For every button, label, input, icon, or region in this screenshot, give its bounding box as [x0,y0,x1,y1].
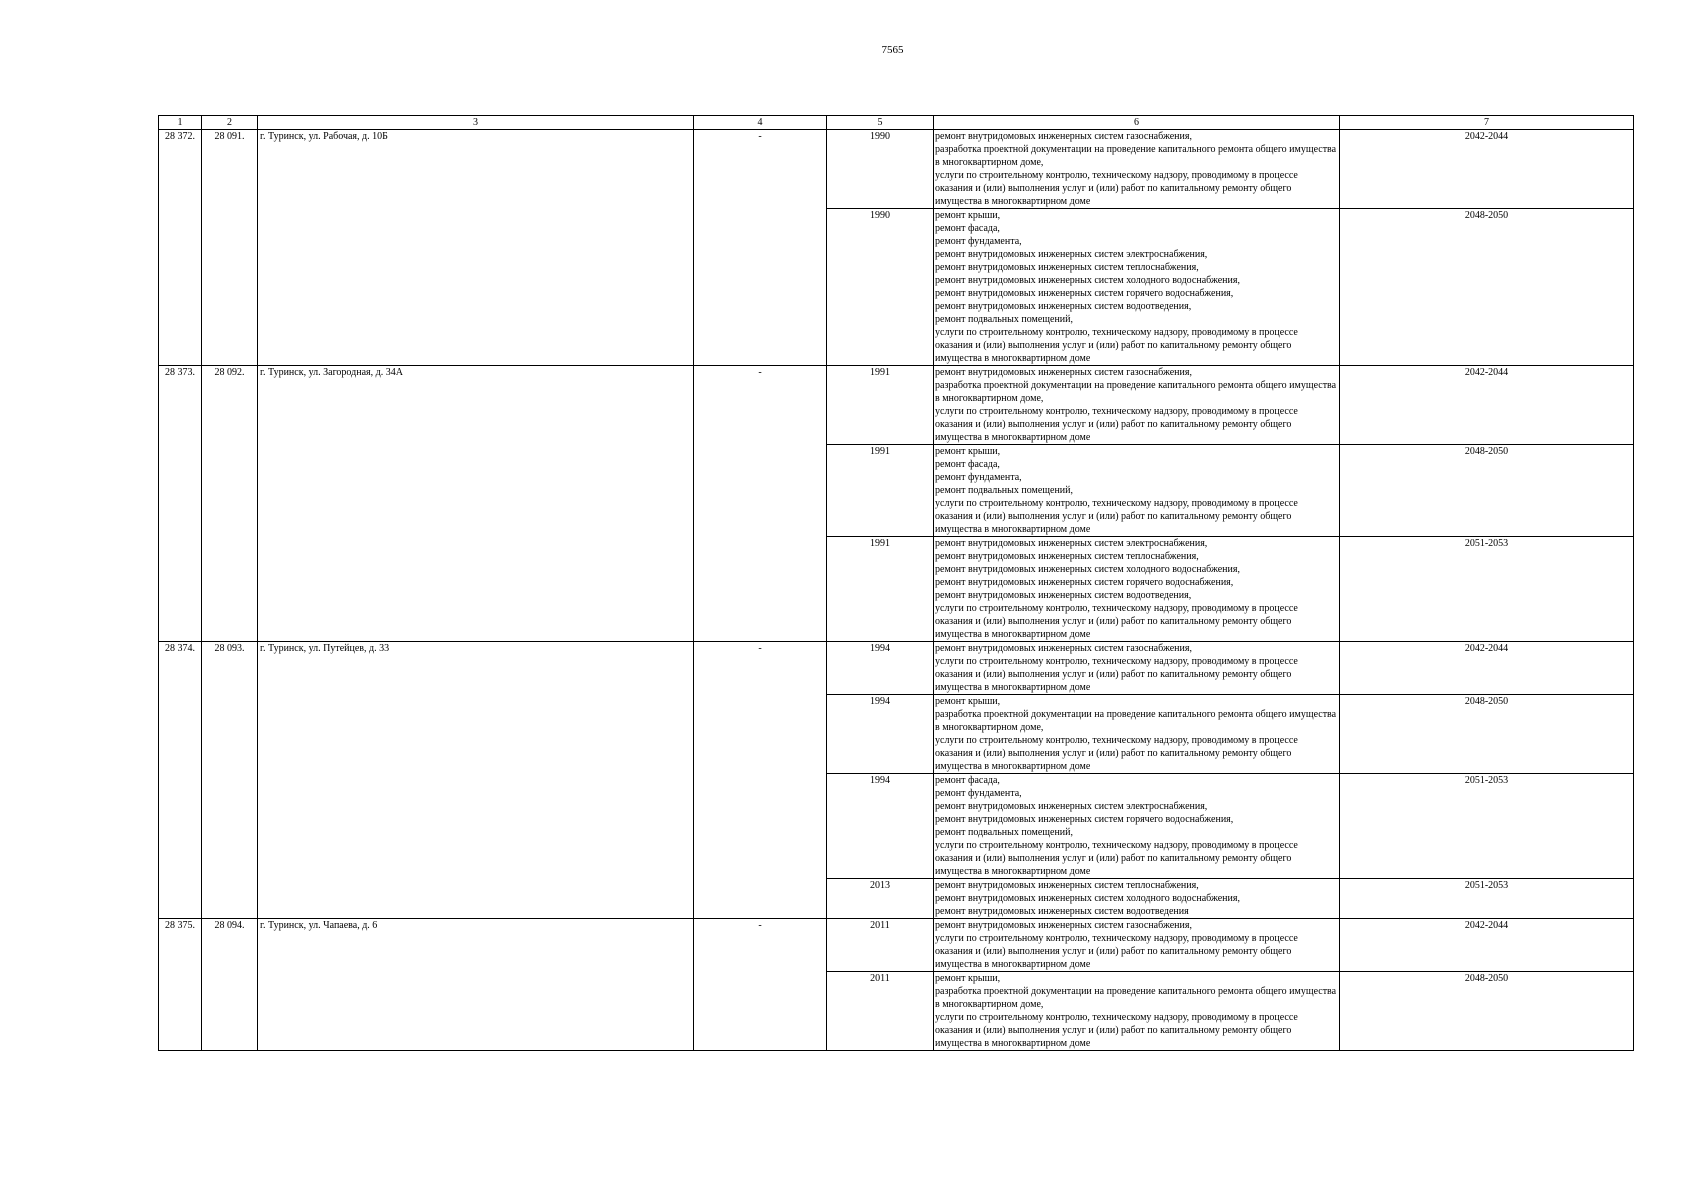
address-cell: г. Туринск, ул. Чапаева, д. 6 [258,919,694,1051]
column-header-4: 4 [694,116,827,130]
record-number: 28 375. [159,919,202,1051]
house-number: 28 092. [202,366,258,642]
column-header-7: 7 [1340,116,1634,130]
col4-cell: - [694,642,827,919]
col4-cell: - [694,919,827,1051]
table-row [159,642,1634,695]
works-list: ремонт крыши, разработка проектной документации на проведение капитального ремонта общего имущества в многоквартирном доме, услуги по строительному контролю, техническому надзору, проводимому в процессе оказания и (или) выполнения услуг и (или) работ по капитальному ремонту общего имущества в многоквартирном доме [934,972,1340,1051]
table-row [159,366,1634,445]
column-header-5: 5 [827,116,934,130]
column-header-1: 1 [159,116,202,130]
col4-cell: - [694,130,827,366]
address-cell: г. Туринск, ул. Загородная, д. 34А [258,366,694,642]
table-row [159,919,1634,972]
address-cell: г. Туринск, ул. Рабочая, д. 10Б [258,130,694,366]
planned-period: 2042-2044 [1340,642,1634,695]
record-number: 28 372. [159,130,202,366]
works-list: ремонт внутридомовых инженерных систем теплоснабжения, ремонт внутридомовых инженерных систем холодного водоснабжения, ремонт внутридомовых инженерных систем водоотведения [934,879,1340,919]
commission-year: 1991 [827,445,934,537]
planned-period: 2048-2050 [1340,445,1634,537]
planned-period: 2048-2050 [1340,209,1634,366]
commission-year: 2011 [827,972,934,1051]
house-number: 28 091. [202,130,258,366]
record-number: 28 373. [159,366,202,642]
address-cell: г. Туринск, ул. Путейцев, д. 33 [258,642,694,919]
table-body [159,130,1634,1051]
commission-year: 1994 [827,774,934,879]
planned-period: 2051-2053 [1340,879,1634,919]
column-header-6: 6 [934,116,1340,130]
commission-year: 1990 [827,209,934,366]
planned-period: 2042-2044 [1340,919,1634,972]
works-list: ремонт внутридомовых инженерных систем газоснабжения, услуги по строительному контролю, техническому надзору, проводимому в процессе оказания и (или) выполнения услуг и (или) работ по капитальному ремонту общего имущества в многоквартирном доме [934,919,1340,972]
planned-period: 2042-2044 [1340,366,1634,445]
commission-year: 1994 [827,642,934,695]
house-number: 28 094. [202,919,258,1051]
works-list: ремонт крыши, разработка проектной документации на проведение капитального ремонта общего имущества в многоквартирном доме, услуги по строительному контролю, техническому надзору, проводимому в процессе оказания и (или) выполнения услуг и (или) работ по капитальному ремонту общего имущества в многоквартирном доме [934,695,1340,774]
table-row [159,130,1634,209]
commission-year: 1991 [827,537,934,642]
commission-year: 2011 [827,919,934,972]
column-number-row [159,116,1634,130]
col4-cell: - [694,366,827,642]
record-number: 28 374. [159,642,202,919]
works-list: ремонт внутридомовых инженерных систем электроснабжения, ремонт внутридомовых инженерных систем теплоснабжения, ремонт внутридомовых инженерных систем холодного водоснабжения, ремонт внутридомовых инженерных систем горячего водоснабжения, ремонт внутридомовых инженерных систем водоотведения, услуги по строительному контролю, техническому надзору, проводимому в процессе оказания и (или) выполнения услуг и (или) работ по капитальному ремонту общего имущества в многоквартирном доме [934,537,1340,642]
works-list: ремонт внутридомовых инженерных систем газоснабжения, разработка проектной документации на проведение капитального ремонта общего имущества в многоквартирном доме, услуги по строительному контролю, техническому надзору, проводимому в процессе оказания и (или) выполнения услуг и (или) работ по капитальному ремонту общего имущества в многоквартирном доме [934,130,1340,209]
works-list: ремонт внутридомовых инженерных систем газоснабжения, услуги по строительному контролю, техническому надзору, проводимому в процессе оказания и (или) выполнения услуг и (или) работ по капитальному ремонту общего имущества в многоквартирном доме [934,642,1340,695]
works-list: ремонт фасада, ремонт фундамента, ремонт внутридомовых инженерных систем электроснабжения, ремонт внутридомовых инженерных систем горячего водоснабжения, ремонт подвальных помещений, услуги по строительному контролю, техническому надзору, проводимому в процессе оказания и (или) выполнения услуг и (или) работ по капитальному ремонту общего имущества в многоквартирном доме [934,774,1340,879]
commission-year: 2013 [827,879,934,919]
column-header-2: 2 [202,116,258,130]
works-list: ремонт крыши, ремонт фасада, ремонт фундамента, ремонт внутридомовых инженерных систем электроснабжения, ремонт внутридомовых инженерных систем теплоснабжения, ремонт внутридомовых инженерных систем холодного водоснабжения, ремонт внутридомовых инженерных систем горячего водоснабжения, ремонт внутридомовых инженерных систем водоотведения, ремонт подвальных помещений, услуги по строительному контролю, техническому надзору, проводимому в процессе оказания и (или) выполнения услуг и (или) работ по капитальному ремонту общего имущества в многоквартирном доме [934,209,1340,366]
capital-repair-table [158,115,1634,1051]
works-list: ремонт внутридомовых инженерных систем газоснабжения, разработка проектной документации на проведение капитального ремонта общего имущества в многоквартирном доме, услуги по строительному контролю, техническому надзору, проводимому в процессе оказания и (или) выполнения услуг и (или) работ по капитальному ремонту общего имущества в многоквартирном доме [934,366,1340,445]
page-number: 7565 [881,44,904,56]
planned-period: 2048-2050 [1340,972,1634,1051]
table-header [159,116,1634,130]
planned-period: 2051-2053 [1340,537,1634,642]
planned-period: 2042-2044 [1340,130,1634,209]
commission-year: 1991 [827,366,934,445]
column-header-3: 3 [258,116,694,130]
commission-year: 1994 [827,695,934,774]
house-number: 28 093. [202,642,258,919]
commission-year: 1990 [827,130,934,209]
works-list: ремонт крыши, ремонт фасада, ремонт фундамента, ремонт подвальных помещений, услуги по строительному контролю, техническому надзору, проводимому в процессе оказания и (или) выполнения услуг и (или) работ по капитальному ремонту общего имущества в многоквартирном доме [934,445,1340,537]
planned-period: 2048-2050 [1340,695,1634,774]
planned-period: 2051-2053 [1340,774,1634,879]
